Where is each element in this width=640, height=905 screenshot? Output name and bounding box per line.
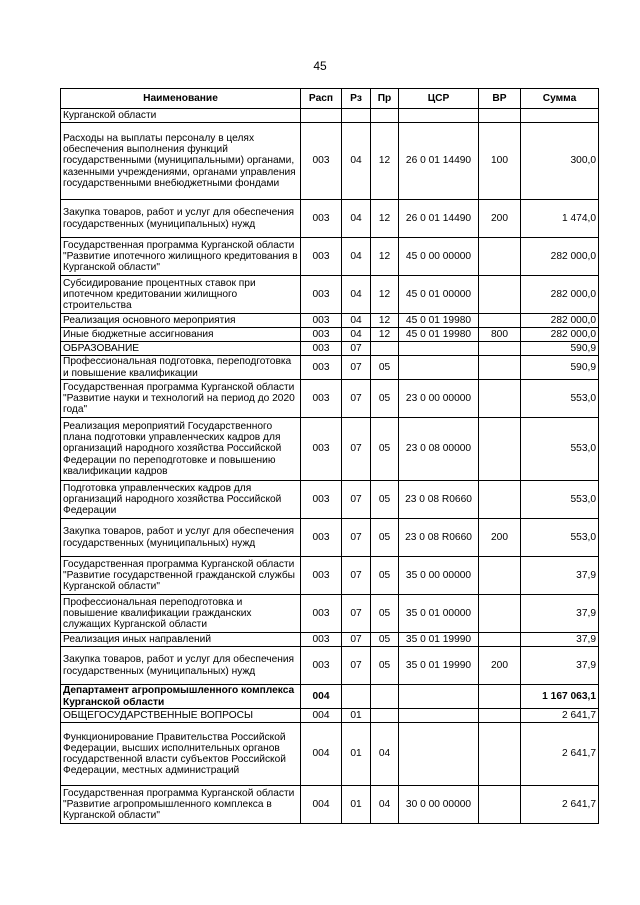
cell-vr [479,595,521,633]
cell-rasp: 003 [301,557,342,595]
cell-sum: 37,9 [521,647,599,685]
cell-name: Закупка товаров, работ и услуг для обеспечения государственных (муниципальных) нужд [61,647,301,685]
table-row [61,685,599,709]
cell-sum: 2 641,7 [521,709,599,723]
cell-name: Профессиональная подготовка, переподготовка и повышение квалификации [61,356,301,380]
cell-vr [479,557,521,595]
cell-pr: 05 [371,418,399,481]
cell-name: Закупка товаров, работ и услуг для обеспечения государственных (муниципальных) нужд [61,200,301,238]
budget-table [60,88,599,824]
table-row [61,709,599,723]
cell-pr: 05 [371,647,399,685]
cell-pr: 12 [371,276,399,314]
cell-csr: 30 0 00 00000 [399,786,479,824]
col-header-sum: Сумма [521,89,599,109]
cell-rz: 07 [342,557,371,595]
cell-csr: 23 0 08 00000 [399,418,479,481]
cell-vr [479,418,521,481]
cell-rz: 04 [342,276,371,314]
cell-pr: 05 [371,633,399,647]
table-row [61,519,599,557]
cell-sum: 37,9 [521,557,599,595]
page-number: 45 [313,59,327,73]
table-row [61,633,599,647]
cell-rasp: 003 [301,418,342,481]
cell-pr: 04 [371,723,399,786]
cell-vr [479,356,521,380]
cell-csr [399,723,479,786]
cell-sum: 590,9 [521,342,599,356]
cell-name: Государственная программа Курганской области "Развитие ипотечного жилищного кредитования в Курганской области" [61,238,301,276]
table-row [61,328,599,342]
cell-rz: 04 [342,200,371,238]
cell-pr: 05 [371,380,399,418]
cell-rz: 01 [342,786,371,824]
cell-vr [479,314,521,328]
cell-rasp [301,109,342,123]
table-row [61,356,599,380]
table-header-row [61,89,599,109]
table-row [61,418,599,481]
cell-rasp: 003 [301,647,342,685]
cell-vr [479,380,521,418]
cell-csr: 45 0 01 19980 [399,314,479,328]
cell-rz: 01 [342,709,371,723]
cell-csr: 26 0 01 14490 [399,123,479,200]
cell-rasp: 003 [301,342,342,356]
cell-csr: 45 0 01 19980 [399,328,479,342]
cell-rasp: 003 [301,123,342,200]
cell-sum: 282 000,0 [521,238,599,276]
cell-sum: 553,0 [521,380,599,418]
cell-sum [521,109,599,123]
cell-vr [479,276,521,314]
cell-name: Подготовка управленческих кадров для организаций народного хозяйства Российской Федерации [61,481,301,519]
cell-rz: 04 [342,238,371,276]
table-row [61,557,599,595]
cell-rasp: 004 [301,723,342,786]
cell-csr: 23 0 08 R0660 [399,481,479,519]
cell-name: Курганской области [61,109,301,123]
cell-vr [479,238,521,276]
cell-name: Профессиональная переподготовка и повышение квалификации гражданских служащих Курганской области [61,595,301,633]
cell-sum: 282 000,0 [521,328,599,342]
cell-rasp: 004 [301,786,342,824]
cell-rasp: 003 [301,380,342,418]
cell-vr [479,342,521,356]
cell-csr: 45 0 00 00000 [399,238,479,276]
cell-vr: 800 [479,328,521,342]
table-row [61,123,599,200]
cell-rz [342,109,371,123]
cell-vr: 200 [479,519,521,557]
cell-vr [479,685,521,709]
cell-name: Субсидирование процентных ставок при ипотечном кредитовании жилищного строительства [61,276,301,314]
cell-rz: 07 [342,380,371,418]
cell-pr: 12 [371,123,399,200]
table-row [61,786,599,824]
cell-rz: 04 [342,314,371,328]
cell-vr [479,481,521,519]
cell-name: Государственная программа Курганской области "Развитие государственной гражданской службы Курганской области" [61,557,301,595]
table-row [61,238,599,276]
cell-pr [371,109,399,123]
cell-sum: 2 641,7 [521,723,599,786]
cell-vr [479,109,521,123]
cell-csr [399,709,479,723]
cell-rz: 07 [342,595,371,633]
cell-pr: 12 [371,314,399,328]
cell-csr [399,685,479,709]
cell-rasp: 003 [301,633,342,647]
cell-csr: 45 0 01 00000 [399,276,479,314]
cell-pr [371,342,399,356]
col-header-rz: Рз [342,89,371,109]
cell-csr: 26 0 01 14490 [399,200,479,238]
cell-sum: 590,9 [521,356,599,380]
table-row [61,380,599,418]
cell-rz: 01 [342,723,371,786]
cell-rasp: 003 [301,276,342,314]
table-row [61,481,599,519]
cell-vr: 200 [479,200,521,238]
cell-csr [399,109,479,123]
cell-vr [479,786,521,824]
cell-rz: 07 [342,647,371,685]
table-row [61,200,599,238]
cell-pr: 12 [371,238,399,276]
cell-sum: 37,9 [521,595,599,633]
table-row [61,595,599,633]
cell-pr: 12 [371,200,399,238]
table-row [61,276,599,314]
cell-vr: 100 [479,123,521,200]
cell-rz: 07 [342,519,371,557]
table-row [61,342,599,356]
table-row [61,723,599,786]
cell-name: Расходы на выплаты персоналу в целях обеспечения выполнения функций государственными (муниципальными) органами, казенными учреждениями, органами управления государственными внебюджетными фондами [61,123,301,200]
cell-name: Государственная программа Курганской области "Развитие науки и технологий на период до 2020 года" [61,380,301,418]
cell-vr: 200 [479,647,521,685]
cell-rasp: 004 [301,685,342,709]
col-header-pr: Пр [371,89,399,109]
cell-pr: 05 [371,481,399,519]
cell-rasp: 004 [301,709,342,723]
cell-sum: 282 000,0 [521,314,599,328]
cell-sum: 553,0 [521,418,599,481]
table-row [61,314,599,328]
cell-rasp: 003 [301,328,342,342]
cell-name: Реализация мероприятий Государственного плана подготовки управленческих кадров для организаций народного хозяйства Российской Федерации по переподготовке и повышению квалификации кадров [61,418,301,481]
cell-vr [479,633,521,647]
cell-rasp: 003 [301,200,342,238]
cell-pr [371,685,399,709]
cell-csr: 35 0 00 00000 [399,557,479,595]
cell-rasp: 003 [301,314,342,328]
cell-sum: 2 641,7 [521,786,599,824]
cell-pr: 05 [371,519,399,557]
cell-pr: 05 [371,595,399,633]
cell-name: Государственная программа Курганской области "Развитие агропромышленного комплекса в Курганской области" [61,786,301,824]
cell-rz: 04 [342,328,371,342]
cell-name: Реализация иных направлений [61,633,301,647]
cell-csr: 35 0 01 19990 [399,647,479,685]
cell-sum: 1 474,0 [521,200,599,238]
cell-csr: 35 0 01 19990 [399,633,479,647]
cell-sum: 553,0 [521,519,599,557]
cell-sum: 300,0 [521,123,599,200]
col-header-name: Наименование [61,89,301,109]
cell-vr [479,723,521,786]
col-header-vr: ВР [479,89,521,109]
table-row [61,647,599,685]
table-row [61,109,599,123]
col-header-csr: ЦСР [399,89,479,109]
cell-name: ОБЩЕГОСУДАРСТВЕННЫЕ ВОПРОСЫ [61,709,301,723]
cell-rz: 07 [342,342,371,356]
cell-pr: 05 [371,557,399,595]
cell-sum: 282 000,0 [521,276,599,314]
cell-sum: 553,0 [521,481,599,519]
col-header-rasp: Расп [301,89,342,109]
cell-csr: 23 0 08 R0660 [399,519,479,557]
cell-pr: 12 [371,328,399,342]
cell-rasp: 003 [301,519,342,557]
cell-pr [371,709,399,723]
cell-rz: 07 [342,481,371,519]
cell-sum: 37,9 [521,633,599,647]
cell-rasp: 003 [301,481,342,519]
table-body [61,109,599,824]
cell-rasp: 003 [301,356,342,380]
cell-rz: 07 [342,356,371,380]
cell-name: Закупка товаров, работ и услуг для обеспечения государственных (муниципальных) нужд [61,519,301,557]
cell-name: Департамент агропромышленного комплекса Курганской области [61,685,301,709]
cell-csr [399,342,479,356]
cell-rz [342,685,371,709]
cell-name: Функционирование Правительства Российской Федерации, высших исполнительных органов государственной власти субъектов Российской Федерации, местных администраций [61,723,301,786]
cell-csr: 35 0 01 00000 [399,595,479,633]
cell-name: ОБРАЗОВАНИЕ [61,342,301,356]
cell-sum: 1 167 063,1 [521,685,599,709]
cell-pr: 05 [371,356,399,380]
cell-rasp: 003 [301,238,342,276]
cell-name: Иные бюджетные ассигнования [61,328,301,342]
cell-rz: 07 [342,418,371,481]
cell-rz: 07 [342,633,371,647]
cell-name: Реализация основного мероприятия [61,314,301,328]
cell-vr [479,709,521,723]
cell-rasp: 003 [301,595,342,633]
cell-pr: 04 [371,786,399,824]
cell-csr [399,356,479,380]
cell-csr: 23 0 00 00000 [399,380,479,418]
cell-rz: 04 [342,123,371,200]
